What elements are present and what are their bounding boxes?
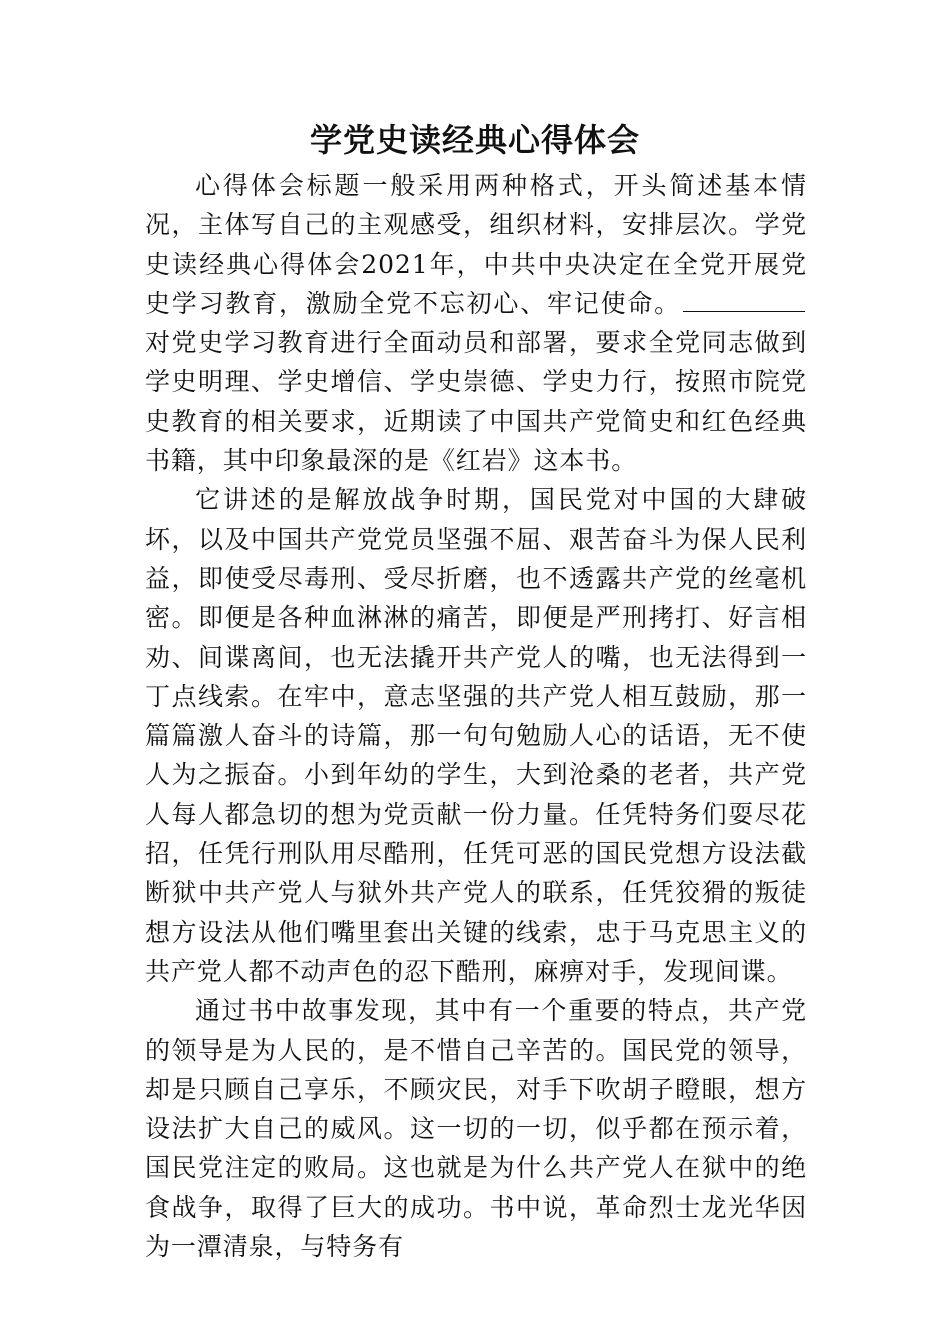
fill-in-blank-line	[683, 289, 805, 312]
paragraph-1-text-before-blank: 心得体会标题一般采用两种格式，开头简述基本情况，主体写自己的主观感受，组织材料，安排层次。学党史读经典心得体会2021年，中共中央决定在全党开展党史学习教育，激励全党不忘初心、牢记使命。	[145, 171, 807, 318]
document-title: 学党史读经典心得体会	[309, 121, 640, 159]
paragraph-2: 它讲述的是解放战争时期，国民党对中国的大肆破坏，以及中国共产党党员坚强不屈、艰苦奋斗为保人民利益，即使受尽毒刑、受尽折磨，也不透露共产党的丝毫机密。即便是各种血淋淋的痛苦，即便是严刑拷打、好言相劝、间谍离间，也无法撬开共产党人的嘴，也无法得到一丁点线索。在牢中，意志坚强的共产党人相互鼓励，那一篇篇激人奋斗的诗篇，那一句句勉励人心的话语，无不使人为之振奋。小到年幼的学生，大到沧桑的老者，共产党人每人都急切的想为党贡献一份力量。任凭特务们耍尽花招，任凭行刑队用尽酷刑，任凭可恶的国民党想方设法截断狱中共产党人与狱外共产党人的联系，任凭狡猾的叛徒想方设法从他们嘴里套出关键的线索，忠于马克思主义的共产党人都不动声色的忍下酷刑，麻痹对手，发现间谍。	[145, 485, 807, 986]
paragraph-3: 通过书中故事发现，其中有一个重要的特点，共产党的领导是为人民的，是不惜自己辛苦的。国民党的领导，却是只顾自己享乐，不顾灾民，对手下吹胡子瞪眼，想方设法扩大自己的威风。这一切的一切，似乎都在预示着，国民党注定的败局。这也就是为什么共产党人在狱中的绝食战争，取得了巨大的成功。书中说，革命烈士龙光华因为一潭清泉，与特务有	[145, 996, 807, 1262]
paragraph-1-text-after-blank: 对党史学习教育进行全面动员和部署，要求全党同志做到学史明理、学史增信、学史崇德、学史力行，按照市院党史教育的相关要求，近期读了中国共产党简史和红色经典书籍，其中印象最深的是《红岩》这本书。	[145, 328, 807, 476]
document-body	[145, 166, 807, 1266]
paragraph-1	[145, 166, 807, 480]
